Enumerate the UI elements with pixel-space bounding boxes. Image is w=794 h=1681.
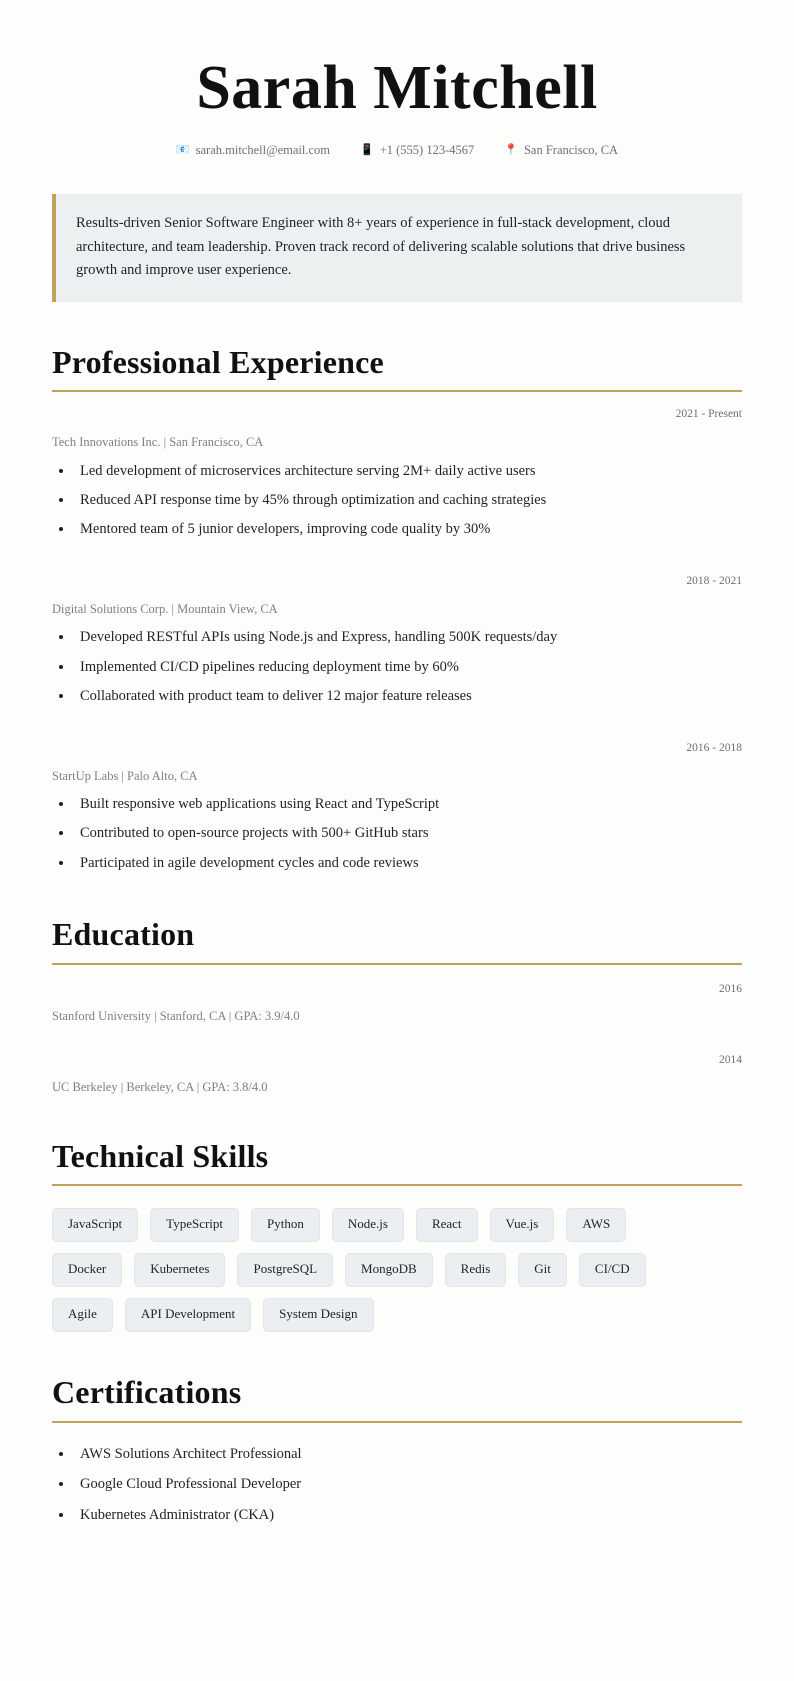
section-divider: [52, 963, 742, 965]
professional-summary: Results-driven Senior Software Engineer with 8+ years of experience in full-stack development, cloud architecture, and team leadership. Proven track record of delivering scalable solutions that drive business growth and improve user experience.: [52, 194, 742, 301]
skill-tag: Docker: [52, 1253, 122, 1287]
contact-email[interactable]: [176, 143, 330, 158]
skill-tag: API Development: [125, 1298, 251, 1332]
list-item: • Contributed to open-source projects with 500+ GitHub stars: [74, 822, 742, 844]
section-experience: [52, 344, 742, 875]
skill-tag-list: [52, 1208, 700, 1332]
skill-tag: CI/CD: [579, 1253, 646, 1287]
experience-entry: [52, 575, 742, 708]
experience-bullets: [52, 793, 742, 874]
section-certifications: [52, 1374, 742, 1526]
location-pin-icon: 📍: [504, 144, 518, 157]
list-item: • AWS Solutions Architect Professional: [74, 1443, 742, 1465]
section-title-education: Education: [52, 916, 195, 953]
skill-tag: System Design: [263, 1298, 373, 1332]
skill-tag: JavaScript: [52, 1208, 138, 1242]
experience-company: Tech Innovations Inc. | San Francisco, CA: [52, 435, 264, 450]
contact-phone[interactable]: [360, 143, 474, 158]
list-item: • Reduced API response time by 45% through optimization and caching strategies: [74, 489, 742, 511]
section-education: [52, 916, 742, 1095]
skill-tag: Kubernetes: [134, 1253, 225, 1287]
education-date: 2014: [719, 1054, 742, 1067]
list-item: • Implemented CI/CD pipelines reducing deployment time by 60%: [74, 656, 742, 678]
contact-location-text: San Francisco, CA: [523, 143, 619, 158]
experience-company: Digital Solutions Corp. | Mountain View, CA: [52, 601, 278, 616]
experience-company: StartUp Labs | Palo Alto, CA: [52, 768, 198, 783]
skill-tag: AWS: [566, 1208, 626, 1242]
skill-tag: MongoDB: [345, 1253, 433, 1287]
experience-entry-head: [52, 575, 742, 587]
section-divider: [52, 390, 742, 392]
email-icon: 📧: [175, 144, 190, 157]
skill-tag: Node.js: [332, 1208, 404, 1242]
experience-entry: [52, 742, 742, 875]
contact-row: [52, 143, 742, 158]
list-item: • Led development of microservices architecture serving 2M+ daily active users: [74, 460, 742, 482]
experience-date: 2021 - Present: [675, 408, 742, 421]
experience-entry-head: [52, 742, 742, 754]
section-title-skills: Technical Skills: [52, 1137, 269, 1174]
experience-entry-head: [52, 408, 742, 420]
education-entry: [52, 1054, 742, 1095]
skill-tag: React: [416, 1208, 478, 1242]
experience-entry: [52, 408, 742, 541]
section-title-experience: Professional Experience: [52, 343, 384, 380]
education-date: 2016: [719, 983, 742, 996]
section-skills: [52, 1138, 742, 1333]
education-entry-head: [52, 983, 742, 995]
section-divider: [52, 1184, 742, 1186]
skill-tag: Git: [518, 1253, 567, 1287]
resume-header: [52, 46, 742, 158]
education-entry: [52, 983, 742, 1024]
education-entry-head: [52, 1054, 742, 1066]
skill-tag: PostgreSQL: [237, 1253, 333, 1287]
list-item: • Developed RESTful APIs using Node.js and Express, handling 500K requests/day: [74, 626, 742, 648]
section-title-certifications: Certifications: [52, 1374, 242, 1411]
skill-tag: Agile: [52, 1298, 113, 1332]
contact-phone-text: +1 (555) 123-4567: [379, 143, 475, 158]
contact-email-text: sarah.mitchell@email.com: [195, 143, 331, 158]
candidate-name: Sarah Mitchell: [196, 54, 598, 122]
list-item: • Built responsive web applications using React and TypeScript: [74, 793, 742, 815]
phone-icon: 📱: [360, 144, 374, 157]
experience-date: 2016 - 2018: [686, 741, 742, 754]
list-item: • Collaborated with product team to deliver 12 major feature releases: [74, 685, 742, 707]
education-school: Stanford University | Stanford, CA | GPA: 3.9/4.0: [52, 1009, 300, 1024]
list-item: • Participated in agile development cycles and code reviews: [74, 852, 742, 874]
skill-tag: Redis: [445, 1253, 507, 1287]
skill-tag: Python: [251, 1208, 320, 1242]
list-item: • Google Cloud Professional Developer: [74, 1473, 742, 1495]
certification-list: [52, 1443, 742, 1526]
list-item: • Kubernetes Administrator (CKA): [74, 1504, 742, 1526]
skill-tag: TypeScript: [150, 1208, 239, 1242]
education-school: UC Berkeley | Berkeley, CA | GPA: 3.8/4.0: [52, 1080, 268, 1095]
section-divider: [52, 1421, 742, 1423]
list-item: • Mentored team of 5 junior developers, improving code quality by 30%: [74, 518, 742, 540]
experience-date: 2018 - 2021: [686, 574, 742, 587]
experience-bullets: [52, 460, 742, 541]
experience-bullets: [52, 626, 742, 707]
skill-tag: Vue.js: [490, 1208, 555, 1242]
contact-location: [504, 143, 618, 158]
